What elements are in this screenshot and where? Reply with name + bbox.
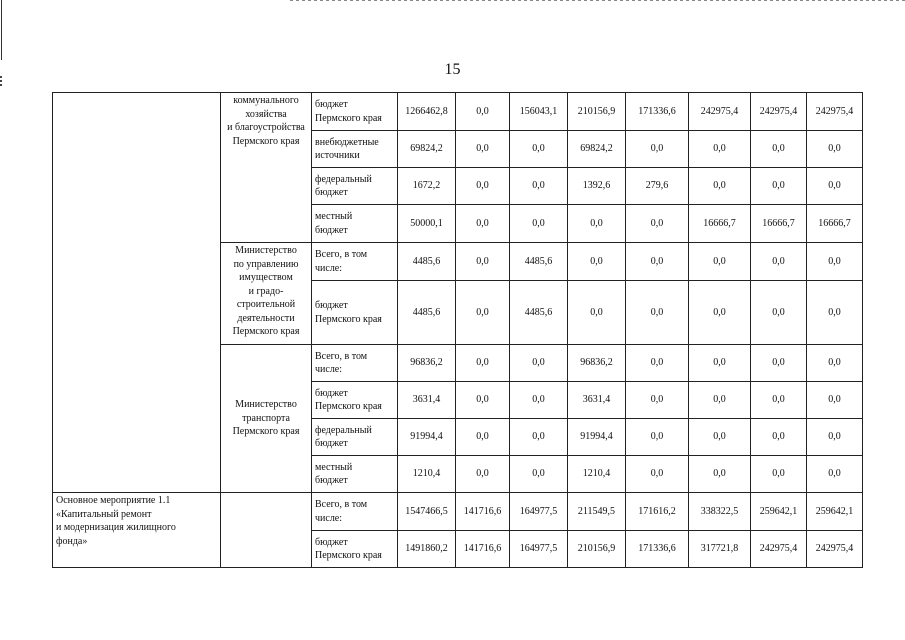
value-cell: 0,0 <box>456 168 510 205</box>
value-cell: 210156,9 <box>568 531 626 568</box>
value-cell: 0,0 <box>626 131 689 168</box>
value-cell: 1491860,2 <box>398 531 456 568</box>
value-cell: 0,0 <box>807 168 863 205</box>
source-cell: Всего, в том числе: <box>312 243 398 281</box>
value-cell: 0,0 <box>807 382 863 419</box>
source-cell: федеральный бюджет <box>312 168 398 205</box>
source-cell: местный бюджет <box>312 205 398 243</box>
source-cell: федеральный бюджет <box>312 419 398 456</box>
value-cell: 171336,6 <box>626 93 689 131</box>
table-row <box>53 493 863 531</box>
executor-cell: коммунального хозяйства и благоустройства Пермского края <box>221 93 312 243</box>
value-cell: 3631,4 <box>398 382 456 419</box>
value-cell: 0,0 <box>456 281 510 345</box>
value-cell: 279,6 <box>626 168 689 205</box>
value-cell: 164977,5 <box>510 493 568 531</box>
value-cell: 0,0 <box>510 168 568 205</box>
value-cell: 0,0 <box>456 382 510 419</box>
source-cell: бюджет Пермского края <box>312 531 398 568</box>
value-cell: 4485,6 <box>398 243 456 281</box>
value-cell: 141716,6 <box>456 493 510 531</box>
value-cell: 0,0 <box>807 419 863 456</box>
value-cell: 0,0 <box>807 243 863 281</box>
value-cell: 1210,4 <box>568 456 626 493</box>
budget-table <box>52 92 863 568</box>
source-cell: внебюджетные источники <box>312 131 398 168</box>
value-cell: 69824,2 <box>568 131 626 168</box>
value-cell: 0,0 <box>456 205 510 243</box>
source-cell: местный бюджет <box>312 456 398 493</box>
value-cell: 0,0 <box>626 205 689 243</box>
value-cell: 96836,2 <box>568 345 626 382</box>
value-cell: 171616,2 <box>626 493 689 531</box>
value-cell: 96836,2 <box>398 345 456 382</box>
value-cell: 0,0 <box>510 456 568 493</box>
value-cell: 0,0 <box>456 93 510 131</box>
scan-left-edge <box>1 0 2 60</box>
value-cell: 0,0 <box>626 281 689 345</box>
value-cell: 0,0 <box>510 382 568 419</box>
value-cell: 1392,6 <box>568 168 626 205</box>
value-cell: 3631,4 <box>568 382 626 419</box>
value-cell: 0,0 <box>456 456 510 493</box>
value-cell: 1547466,5 <box>398 493 456 531</box>
value-cell: 0,0 <box>626 419 689 456</box>
value-cell: 0,0 <box>689 168 751 205</box>
value-cell: 0,0 <box>626 382 689 419</box>
value-cell: 211549,5 <box>568 493 626 531</box>
value-cell: 0,0 <box>689 382 751 419</box>
value-cell: 0,0 <box>510 205 568 243</box>
value-cell: 0,0 <box>510 131 568 168</box>
value-cell: 242975,4 <box>751 531 807 568</box>
source-cell: Всего, в том числе: <box>312 345 398 382</box>
value-cell: 0,0 <box>626 243 689 281</box>
value-cell: 0,0 <box>456 131 510 168</box>
value-cell: 141716,6 <box>456 531 510 568</box>
value-cell: 259642,1 <box>751 493 807 531</box>
value-cell: 259642,1 <box>807 493 863 531</box>
value-cell: 0,0 <box>510 345 568 382</box>
value-cell: 1266462,8 <box>398 93 456 131</box>
value-cell: 242975,4 <box>751 93 807 131</box>
source-cell: бюджет Пермского края <box>312 382 398 419</box>
value-cell: 164977,5 <box>510 531 568 568</box>
value-cell: 0,0 <box>807 456 863 493</box>
executor-cell: Министерство по управлению имуществом и градо- строительной деятельности Пермского края <box>221 243 312 345</box>
value-cell: 0,0 <box>689 243 751 281</box>
value-cell: 4485,6 <box>510 281 568 345</box>
value-cell: 0,0 <box>626 345 689 382</box>
value-cell: 0,0 <box>807 345 863 382</box>
value-cell: 0,0 <box>568 205 626 243</box>
value-cell: 50000,1 <box>398 205 456 243</box>
value-cell: 0,0 <box>751 456 807 493</box>
value-cell: 0,0 <box>807 281 863 345</box>
event-cell-empty <box>53 93 221 493</box>
value-cell: 0,0 <box>456 243 510 281</box>
value-cell: 156043,1 <box>510 93 568 131</box>
value-cell: 4485,6 <box>510 243 568 281</box>
page-number: 15 <box>444 61 461 78</box>
value-cell: 1672,2 <box>398 168 456 205</box>
executor-cell-empty <box>221 493 312 568</box>
value-cell: 0,0 <box>456 345 510 382</box>
value-cell: 0,0 <box>689 345 751 382</box>
source-cell: Всего, в том числе: <box>312 493 398 531</box>
value-cell: 242975,4 <box>689 93 751 131</box>
value-cell: 0,0 <box>751 131 807 168</box>
value-cell: 91994,4 <box>568 419 626 456</box>
value-cell: 171336,6 <box>626 531 689 568</box>
value-cell: 0,0 <box>751 243 807 281</box>
value-cell: 16666,7 <box>807 205 863 243</box>
event-cell: Основное мероприятие 1.1 «Капитальный ремонт и модернизация жилищного фонда» <box>53 493 221 568</box>
source-cell: бюджет Пермского края <box>312 281 398 345</box>
source-cell: бюджет Пермского края <box>312 93 398 131</box>
table-row <box>53 93 863 131</box>
value-cell: 0,0 <box>626 456 689 493</box>
value-cell: 0,0 <box>689 281 751 345</box>
executor-cell: Министерство транспорта Пермского края <box>221 345 312 493</box>
value-cell: 0,0 <box>751 382 807 419</box>
value-cell: 16666,7 <box>751 205 807 243</box>
value-cell: 1210,4 <box>398 456 456 493</box>
value-cell: 317721,8 <box>689 531 751 568</box>
value-cell: 0,0 <box>568 281 626 345</box>
value-cell: 0,0 <box>689 131 751 168</box>
value-cell: 0,0 <box>689 456 751 493</box>
value-cell: 338322,5 <box>689 493 751 531</box>
value-cell: 16666,7 <box>689 205 751 243</box>
value-cell: 0,0 <box>689 419 751 456</box>
value-cell: 91994,4 <box>398 419 456 456</box>
value-cell: 0,0 <box>510 419 568 456</box>
value-cell: 0,0 <box>751 168 807 205</box>
value-cell: 0,0 <box>568 243 626 281</box>
value-cell: 0,0 <box>751 345 807 382</box>
value-cell: 242975,4 <box>807 93 863 131</box>
value-cell: 69824,2 <box>398 131 456 168</box>
value-cell: 210156,9 <box>568 93 626 131</box>
value-cell: 4485,6 <box>398 281 456 345</box>
value-cell: 0,0 <box>456 419 510 456</box>
value-cell: 0,0 <box>751 281 807 345</box>
scan-top-edge <box>290 0 905 1</box>
value-cell: 242975,4 <box>807 531 863 568</box>
value-cell: 0,0 <box>751 419 807 456</box>
value-cell: 0,0 <box>807 131 863 168</box>
